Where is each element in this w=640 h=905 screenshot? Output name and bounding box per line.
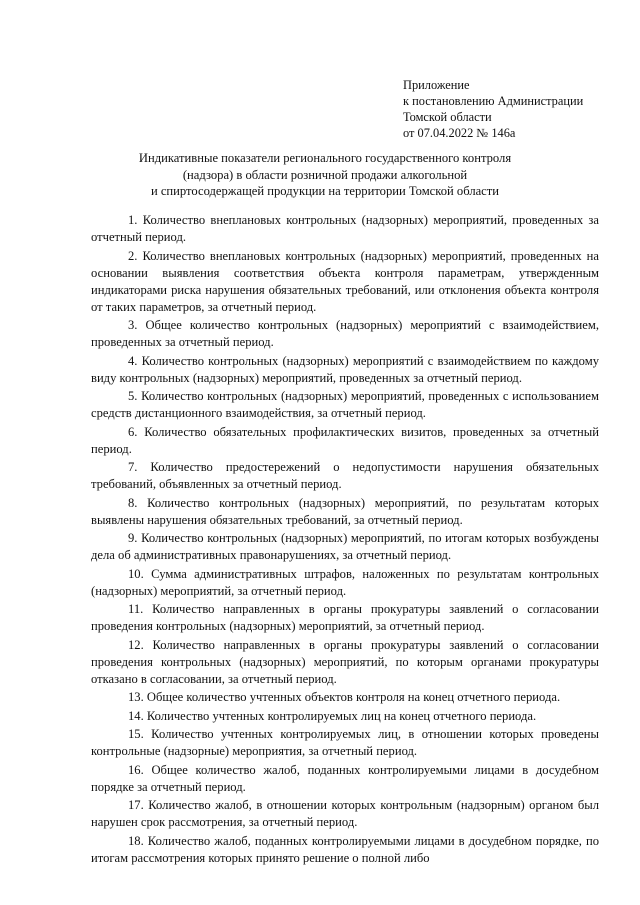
appendix-date-number: от 07.04.2022 № 146а <box>403 126 516 140</box>
indicator-list <box>91 212 599 868</box>
appendix-region: Томской области <box>403 110 492 124</box>
indicator-item-3: 3. Общее количество контрольных (надзорных) мероприятий с взаимодействием, проведенных за отчетный период. <box>91 318 599 349</box>
indicator-item-6: 6. Количество обязательных профилактических визитов, проведенных за отчетный период. <box>91 424 599 456</box>
appendix-label: Приложение <box>403 78 470 92</box>
indicator-item-11: 11. Количество направленных в органы прокуратуры заявлений о согласовании проведения контрольных (надзорных) мероприятий, за отчетный период. <box>91 602 599 633</box>
indicator-item-12: 12. Количество направленных в органы прокуратуры заявлений о согласовании проведения контрольных (надзорных) мероприятий, по которым органами прокуратуры отказано в согласовании, за отчетный период. <box>91 637 599 686</box>
indicator-item-14: 14. Количество учтенных контролируемых лиц на конец отчетного периода. <box>128 708 537 723</box>
indicator-item-8: 8. Количество контрольных (надзорных) мероприятий, по результатам которых выявлены нарушения обязательных требований, за отчетный период. <box>91 495 599 527</box>
indicator-item-10: 10. Сумма административных штрафов, наложенных по результатам контрольных (надзорных) мероприятий, за отчетный период. <box>91 566 599 598</box>
appendix-header <box>403 77 583 141</box>
title-line-2: (надзора) в области розничной продажи алкогольной <box>182 167 468 182</box>
indicator-item-17: 17. Количество жалоб, в отношении которых контрольным (надзорным) органом был нарушен срок рассмотрения, за отчетный период. <box>91 798 599 829</box>
indicator-item-5: 5. Количество контрольных (надзорных) мероприятий, проведенных с использованием средств дистанционного взаимодействия, за отчетный период. <box>91 389 599 420</box>
title-line-3: и спиртосодержащей продукции на территории Томской области <box>150 184 500 198</box>
document-title <box>90 150 560 200</box>
indicator-item-15: 15. Количество учтенных контролируемых лиц, в отношении которых проведены контрольные (надзорные) мероприятия, за отчетный период. <box>91 727 599 758</box>
indicator-item-13: 13. Общее количество учтенных объектов контроля на конец отчетного периода. <box>128 690 561 704</box>
indicator-item-2: 2. Количество внеплановых контрольных (надзорных) мероприятий, проведенных на основании выявления соответствия объекта контроля параметрам, утвержденным индикаторами риска нарушения обязательных требований, или отклонения объекта контроля от таких параметров, за отчетный период. <box>91 248 599 314</box>
indicator-item-18: 18. Количество жалоб, поданных контролируемыми лицами в досудебном порядке, по итогам рассмотрения которых принято решение о полной либо <box>91 833 599 865</box>
indicator-item-4: 4. Количество контрольных (надзорных) мероприятий с взаимодействием по каждому виду контрольных (надзорных) мероприятий, проведенных за отчетный период. <box>91 353 599 385</box>
appendix-decree-ref: к постановлению Администрации <box>403 94 584 108</box>
title-line-1: Индикативные показатели регионального государственного контроля <box>138 151 512 165</box>
indicator-item-7: 7. Количество предостережений о недопустимости нарушения обязательных требований, объявленных за отчетный период. <box>91 460 599 491</box>
indicator-item-1: 1. Количество внеплановых контрольных (надзорных) мероприятий, проведенных за отчетный период. <box>91 213 599 244</box>
indicator-item-9: 9. Количество контрольных (надзорных) мероприятий, по итогам которых возбуждены дела об административных правонарушениях, за отчетный период. <box>91 531 599 562</box>
indicator-item-16: 16. Общее количество жалоб, поданных контролируемыми лицами в досудебном порядке за отчетный период. <box>91 762 599 794</box>
